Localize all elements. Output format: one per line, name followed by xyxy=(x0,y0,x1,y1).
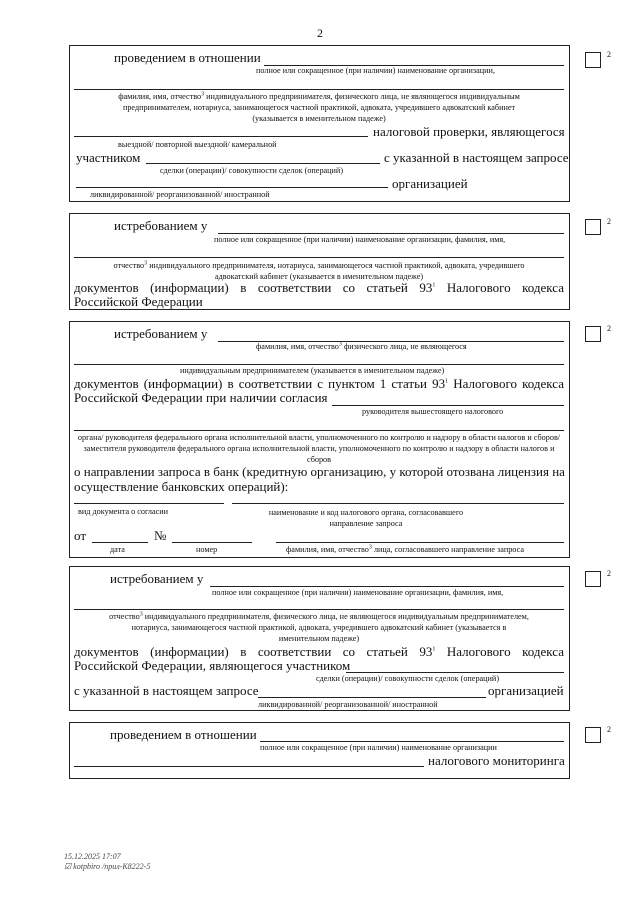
with-request-text: с указанной в настоящем запросе xyxy=(384,150,569,165)
number-label: № xyxy=(154,528,167,543)
caption: фамилия, имя, отчество$^3$ лица, согласовавшего направление запроса xyxy=(286,544,524,554)
org-name-field-2[interactable] xyxy=(74,766,424,767)
caption: ликвидированной/ реорганизованной/ иностранной xyxy=(90,190,270,199)
caption-block: фамилия, имя, отчество$^3$ индивидуального предпринимателя, физического лица, не являющегося индивидуальным предпринимателем, нотариуса, занимающегося частной практикой, адвоката, учредившего адвокатский кабинет (указывается в именительном падеже) xyxy=(118,91,520,123)
caption: выездной/ повторной выездной/ камеральной xyxy=(118,140,277,149)
caption: руководителя вышестоящего налогового xyxy=(362,407,504,416)
checkbox-note: 2 xyxy=(607,217,611,226)
section-request-deal xyxy=(69,566,570,711)
body-text: документов (информации) в соответствии со статьей $93^1$ Налогового кодекса xyxy=(74,280,564,295)
lead-text: истребованием у xyxy=(114,326,208,341)
deal-field[interactable] xyxy=(146,163,380,164)
caption: индивидуальным предпринимателем (указывается в именительном падеже) xyxy=(180,366,445,375)
caption: полное или сокращенное (при наличии) наименование организации, фамилия, имя, xyxy=(214,235,506,244)
orgs-text: организацией xyxy=(488,683,564,698)
caption: сделки (операции)/ совокупности сделок (операций) xyxy=(160,166,344,175)
caption: дата xyxy=(110,545,125,554)
lead-text: проведением в отношении xyxy=(114,50,261,65)
caption-block: наименование и код налогового органа, согласовавшего направление запроса xyxy=(268,508,464,528)
page-number: 2 xyxy=(317,26,323,40)
tax-authority-field[interactable] xyxy=(232,503,564,504)
orgs-text: организацией xyxy=(392,176,468,191)
checkbox-note: 2 xyxy=(607,324,611,333)
consent-field[interactable] xyxy=(332,405,564,406)
body-text: Российской Федерации xyxy=(74,294,203,309)
checkbox[interactable] xyxy=(585,727,601,743)
lead-text: истребованием у xyxy=(110,571,204,586)
checkbox[interactable] xyxy=(585,52,601,68)
tax-check-text: налоговой проверки, являющегося xyxy=(373,124,565,139)
consent-field-2[interactable] xyxy=(74,430,564,431)
org-name-field-2[interactable] xyxy=(74,609,564,610)
org-name-field-2[interactable] xyxy=(74,257,564,258)
from-label: от xyxy=(74,528,87,543)
participant-text: участником xyxy=(76,150,141,165)
org-name-field[interactable] xyxy=(210,586,564,587)
checkbox[interactable] xyxy=(585,326,601,342)
audit-type-field[interactable] xyxy=(74,136,368,137)
checkbox-note: 2 xyxy=(607,725,611,734)
consent-doc-field[interactable] xyxy=(74,503,224,504)
body-text: Российской Федерации при наличии согласия xyxy=(74,390,328,405)
caption-block: органа/ руководителя федерального органа исполнительной власти, уполномоченного по контролю и надзору в области налогов и сборов/ заместителя руководителя федерального органа исполнительной власти, уполномоченного по контролю и надзору в области налогов и сборов xyxy=(77,433,561,464)
section-request-person xyxy=(69,321,570,558)
org-name-field[interactable] xyxy=(218,233,564,234)
approver-name-field[interactable] xyxy=(276,542,564,543)
deal-field[interactable] xyxy=(346,672,564,673)
caption: фамилия, имя, отчество$^3$ физического лица, не являющегося xyxy=(256,341,467,351)
caption: полное или сокращенное (при наличии) наименование организации xyxy=(260,743,497,752)
number-field[interactable] xyxy=(172,542,252,543)
checkbox-note: 2 xyxy=(607,569,611,578)
checkbox[interactable] xyxy=(585,219,601,235)
date-field[interactable] xyxy=(92,542,148,543)
body-text: документов (информации) в соответствии со статьей $93^1$ Налогового кодекса xyxy=(74,644,564,659)
body-text: с указанной в настоящем запросе xyxy=(74,683,259,698)
body-text: документов (информации) в соответствии с пунктом 1 статьи $93^1$ Налогового кодекса xyxy=(74,376,564,391)
org-type-field[interactable] xyxy=(258,697,486,698)
caption: сделки (операции)/ совокупности сделок (операций) xyxy=(316,674,500,683)
body-text: Российской Федерации, являющегося участником xyxy=(74,658,351,673)
caption: полное или сокращенное (при наличии) наименование организации, xyxy=(256,66,495,75)
section-request-org xyxy=(69,213,570,310)
footer-code: ☑ kotpbiro /nрил-К8222-5 xyxy=(64,862,151,871)
body-text: о направлении запроса в банк (кредитную организацию, у которой отозвана лицензия на xyxy=(74,464,565,479)
caption: ликвидированной/ реорганизованной/ иностранной xyxy=(258,700,438,709)
caption: номер xyxy=(196,545,218,554)
footer-timestamp: 15.12.2025 17:07 xyxy=(64,852,121,861)
caption: полное или сокращенное (при наличии) наименование организации, фамилия, имя, xyxy=(212,588,504,597)
monitoring-text: налогового мониторинга xyxy=(428,753,565,768)
checkbox[interactable] xyxy=(585,571,601,587)
checkbox-note: 2 xyxy=(607,50,611,59)
section-tax-audit xyxy=(69,45,570,202)
body-text: осуществление банковских операций): xyxy=(74,479,289,494)
person-name-field-2[interactable] xyxy=(74,364,564,365)
org-type-field[interactable] xyxy=(76,187,388,188)
caption: вид документа о согласии xyxy=(78,507,169,516)
caption-block: отчество$^3$ индивидуального предпринимателя, физического лица, не являющегося индивидуальным предпринимателем, нотариуса, занимающегося частной практикой, адвоката, учредившего адвокатский кабинет (указывается в именительном падеже) xyxy=(109,611,529,643)
lead-text: проведением в отношении xyxy=(110,727,257,742)
org-name-field-2[interactable] xyxy=(74,89,564,90)
org-name-field[interactable] xyxy=(260,741,564,742)
lead-text: истребованием у xyxy=(114,218,208,233)
caption-block: отчество$^3$ индивидуального предпринимателя, нотариуса, занимающегося частной практикой, адвоката, учредившего адвокатский кабинет (указывается в именительном падеже) xyxy=(113,260,525,281)
section-monitoring xyxy=(69,722,570,779)
